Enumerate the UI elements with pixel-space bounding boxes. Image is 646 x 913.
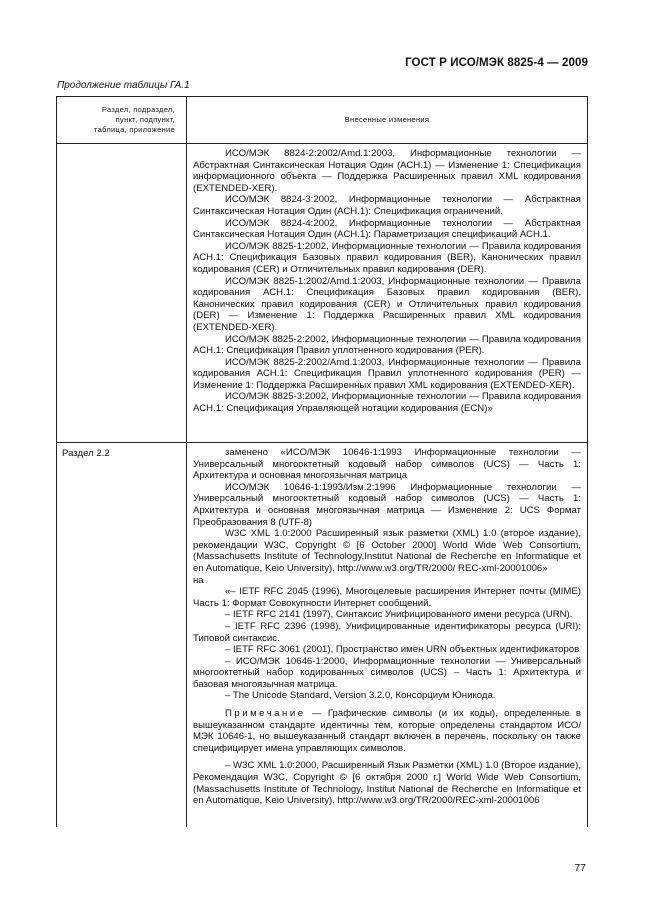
changes-table	[56, 96, 588, 827]
reference-paragraph: «– IETF RFC 2045 (1996), Многоцелевые расширения Интернет почты (MIME) Часть 1: Формат Совокупности Интернет сообщений.	[193, 586, 581, 609]
changes-cell	[187, 144, 588, 443]
reference-paragraph: – ИСО/МЭК 10646-1:2000, Информационные технологии — Универсальный многооктетный набор кодированных символов (UCS) – Часть 1: Архитектура и базовая многоязычная матрица.	[193, 655, 581, 690]
table-row	[57, 144, 588, 443]
table-row	[57, 443, 588, 828]
note-label: Примечание	[225, 708, 306, 720]
reference-paragraph: ИСО/МЭК 8824-2:2002/Amd.1:2003, Информационные технологии — Абстрактная Синтаксическая Нотация Один (АСН.1) — Изменение 1: Спецификация информационного объекта — Поддержка Расширенных правил XML кодирования (EXTENDED-XER).	[193, 148, 581, 194]
section-header-line: пункт, подпункт,	[115, 115, 175, 124]
section-cell	[57, 144, 187, 443]
reference-paragraph: – IETF RFC 2141 (1997), Синтаксис Унифицированного имени ресурса (URN).	[225, 609, 573, 621]
reference-paragraph: ИСО/МЭК 8824-3:2002, Информационные технологии — Абстрактная Синтаксическая Нотация Один (АСН.1): Спецификация ограничений.	[193, 194, 581, 217]
note-text: — Графические символы (и их коды), определенные в вышеуказанном стандарте идентичны тем, которые определены стандартом ИСО/МЭК 10646-1, но вышеуказанный стандарт включен в перечень, поскольку он также специфицирует имена управляющих символов.	[193, 708, 581, 754]
reference-paragraph: – IETF RFC 3061 (2001), Пространство имен URN объектных идентификаторов	[225, 644, 580, 656]
document-header: ГОСТ Р ИСО/МЭК 8825-4 — 2009	[405, 57, 588, 69]
section-header-line: Раздел, подраздел,	[101, 105, 175, 114]
reference-paragraph: ИСО/МЭК 8825-3:2002, Информационные технологии — Правила кодирования АСН.1: Спецификация Управляющей нотации кодирования (ECN)»	[193, 391, 581, 415]
reference-paragraph: W3C XML 1.0:2000 Расширенный язык разметки (XML) 1.0 (второе издание), рекомендации W3C, Copyright © [6 October 2000] World Wide Web Consortium, (Massachusetts Institute of Technology,Institut National de Recherche en Informatique et en Automatique, Keio University), http://www.w3.org/TR/2000/ REC-xml-20001006»	[193, 528, 581, 574]
reference-paragraph: ИСО/МЭК 8825-2:2002/Amd.1:2003, Информационные технологии — Правила кодирования АСН.1: Спецификация Правил уплотненного кодирования (PER) — Изменение 1: Поддержка Расширенных правил XML кодирования (EXTENDED-XER).	[193, 356, 581, 391]
reference-paragraph: – The Unicode Standard, Version 3.2.0, Консорциум Юникода.	[225, 690, 496, 702]
page-number: 77	[574, 862, 586, 874]
reference-paragraph: – W3C XML 1.0:2000, Расширенный Язык Разметки (XML) 1.0 (Второе издание), Рекомендация W3C, Copyright © [6 октября 2000 г.] World Wide Web Consortium, (Massachusetts Institute of Technology, Institut National de Recherche en Informatique et en Automatique, Keio University), http://www.w3.org/TR/2000/REC-xml-20001006	[193, 760, 581, 807]
table-header-row	[57, 97, 588, 144]
reference-paragraph: заменено «ИСО/МЭК 10646-1:1993 Информационные технологии — Универсальный многооктетный кодовый набор символов (UCS) — Часть 1: Архитектура и основная многоязычная матрица	[193, 447, 581, 482]
reference-paragraph: ИСО/МЭК 8825-1:2002/Amd.1:2003, Информационные технологии — Правила кодирования АСН.1: Спецификация Базовых правил кодирования (BER), Канонических правил кодирования (CER) и Отличительных правил кодирования (DER) — Изменение 1: Поддержка Расширенных правил XML кодирования (EXTENDED-XER).	[193, 275, 581, 333]
reference-paragraph: ИСО/МЭК 8825-1:2002, Информационные технологии — Правила кодирования АСН.1: Спецификация Базовых правил кодирования (BER), Канонических правил кодирования (CER) и Отличительных правил кодирования (DER).	[193, 240, 581, 275]
reference-paragraph: ИСО/МЭК 8824-4:2002, Информационные технологии — Абстрактная Синтаксическая Нотация Один (АСН.1): Параметризация спецификаций АСН.1.	[193, 217, 581, 241]
note-paragraph	[193, 708, 581, 754]
replacement-word: на	[193, 574, 204, 586]
section-header-line: таблица, приложение	[93, 125, 175, 134]
section-cell: Раздел 2.2	[57, 443, 187, 828]
reference-paragraph: ИСО/МЭК 10646-1:1993/Изм.2:1996 Информационные технологии — Универсальный многооктетный кодовый набор символов (UCS) — Часть 1: Архитектура и основная многоязычная матрица — Изменение 2: UCS Формат Преобразования 8 (UTF-8)	[193, 481, 581, 528]
section-column-header	[57, 97, 187, 144]
reference-paragraph: – IETF RFC 2396 (1998), Унифицированные идентификаторы ресурса (URI): Типовой синтаксис.	[193, 620, 581, 644]
changes-cell	[187, 443, 588, 828]
changes-column-header: Внесенные изменения	[187, 97, 588, 144]
reference-paragraph: ИСО/МЭК 8825-2:2002, Информационные технологии — Правила кодирования АСН.1: Спецификация Правил уплотненного кодирования (PER).	[193, 333, 581, 357]
table-continuation-label: Продолжение таблицы ГА.1	[57, 80, 190, 91]
